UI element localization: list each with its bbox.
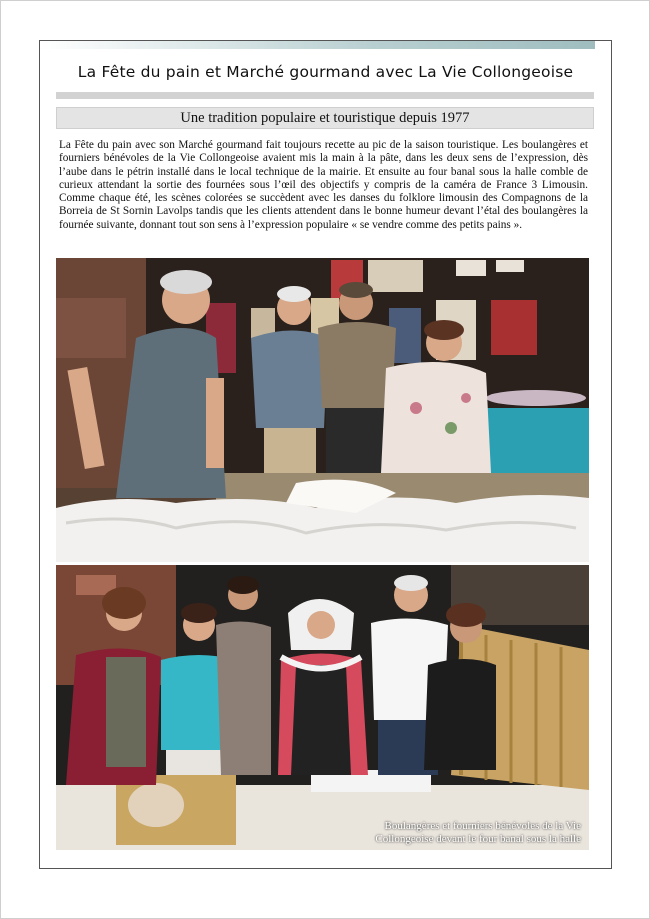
article-subtitle: Une tradition populaire et touristique depuis 1977 [180,110,470,126]
top-decorative-strip [40,41,595,49]
subtitle-box [56,107,594,129]
article-body: La Fête du pain avec son Marché gourmand fait toujours recette au pic de la saison touristique. Les boulangères et fourniers bénévoles de la Vie Collongeoise avaient mis la main à la pâte, dans les deux sens de l’expression, dès l’aube dans le pétrin installé dans le local technique de la mairie. Et ensuite au four banal sous la halle comble de curieux attendant la sortie des fournées sous l’œil des objectifs y compris de la caméra de France 3 Limousin. Comme chaque été, les scènes colorées se succèdent avec les danses du folklore limousin des Compagnons de la Borreia de St Sornin Lavolps tandis que les clients attendent dans le bonne humeur devant l’étal des boulangères la fournée suivante, donnant tout son sens à l’expression populaire « se vendre comme des petits pains ». [59,139,588,231]
article-title: La Fête du pain et Marché gourmand avec La Vie Collongeoise [77,63,574,81]
newsletter-page [39,40,612,869]
photo-caption-line-1: Boulangères et fourniers bénévoles de la Vie [384,820,581,832]
photo-caption-line-2: Collongeoise devant le four banal sous la halle [375,833,581,845]
photo-caption [375,820,581,846]
photo-bakers-table [56,258,589,562]
photo-volunteers-group [56,565,589,850]
title-divider-bar [56,92,594,99]
